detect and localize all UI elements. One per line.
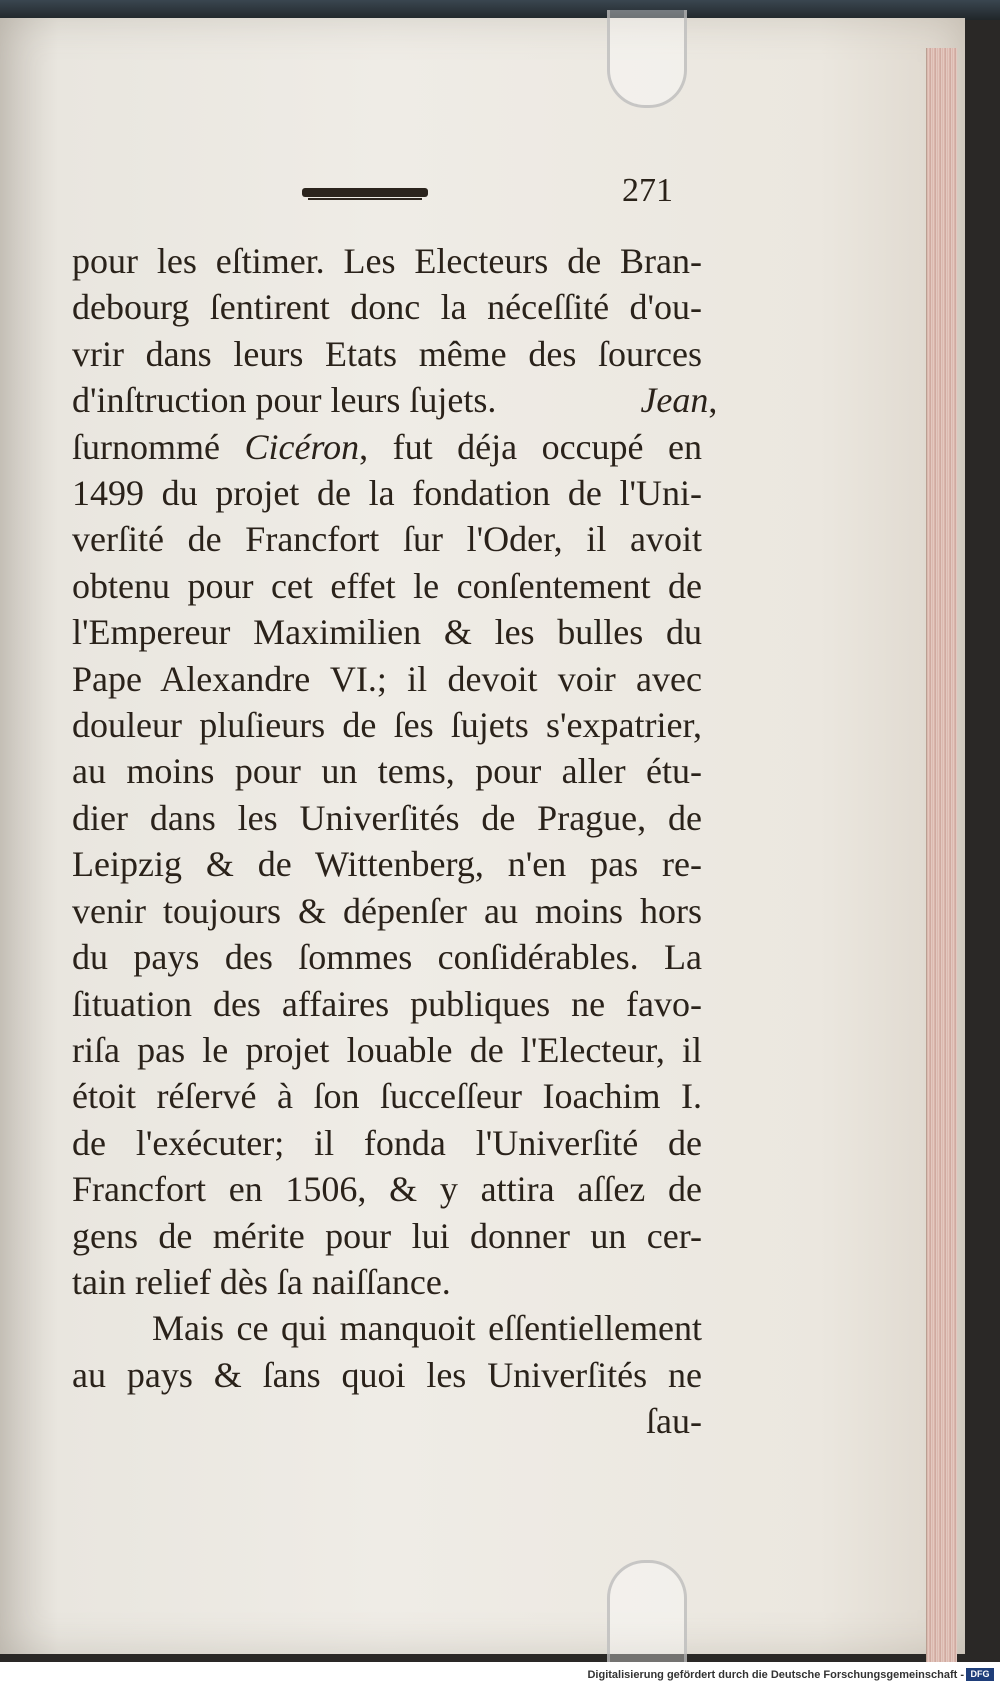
text-line: Pape Alexandre VI.; il devoit voir avec [72, 658, 702, 699]
text-line: dier dans les Univerſités de Prague, de [72, 797, 702, 838]
text-line: Leipzig & de Wittenberg, n'en pas re- [72, 844, 702, 885]
text-segment: , [708, 380, 718, 421]
dfg-logo: DFG [966, 1668, 994, 1681]
text-segment: ſurnommé [72, 426, 220, 467]
text-line [72, 377, 718, 423]
text-line: ſituation des affaires publiques ne favo- [72, 983, 702, 1024]
page-number: 271 [622, 172, 673, 209]
header-rule [302, 188, 428, 197]
text-line: de l'exécuter; il fonda l'Univerſité de [72, 1122, 702, 1163]
text-segment: , fut déja occupé en [359, 426, 702, 467]
text-line: étoit réſervé à ſon ſucceſſeur Ioachim I. [72, 1076, 702, 1117]
text-line: douleur pluſieurs de ſes ſujets s'expatrier, [72, 705, 702, 746]
text-line: venir toujours & dépenſer au moins hors [72, 890, 702, 931]
text-line: gens de mérite pour lui donner un cer- [72, 1215, 702, 1256]
text-line [72, 424, 702, 470]
name-jean: Jean [640, 380, 709, 421]
page-clip-bottom [607, 1560, 687, 1663]
text-line: 1499 du projet de la fondation de l'Uni- [72, 473, 702, 514]
text-line: l'Empereur Maximilien & les bulles du [72, 612, 702, 653]
text-line: Mais ce qui manquoit eſſentiellement [152, 1308, 702, 1349]
text-line: tain relief dès ſa naiſſance. [72, 1261, 451, 1302]
name-ciceron: Cicéron [244, 426, 360, 467]
text-line: riſa pas le projet louable de l'Electeur, il [72, 1029, 702, 1070]
page-fore-edge [926, 48, 957, 1668]
footer-credit: Digitalisierung gefördert durch die Deutsche Forschungsgemeinschaft - [587, 1669, 964, 1681]
page-clip-top [607, 10, 687, 108]
text-line: verſité de Francfort ſur l'Oder, il avoit [72, 519, 702, 560]
text-line: Francfort en 1506, & y attira aſſez de [72, 1169, 702, 1210]
text-line: obtenu pour cet effet le conſentement de [72, 565, 702, 606]
page-body-text [72, 238, 718, 1445]
book-top-edge [0, 0, 1000, 20]
text-line: au moins pour un tems, pour aller étu- [72, 751, 702, 792]
text-line: pour les eſtimer. Les Electeurs de Bran- [72, 241, 702, 281]
catchword: ſau- [646, 1401, 702, 1442]
text-line: du pays des ſommes conſidérables. La [72, 937, 702, 978]
text-line: debourg ſentirent donc la néceſſité d'ou- [72, 287, 702, 328]
text-segment: d'inſtruction pour leurs ſujets. [72, 380, 497, 421]
text-line: au pays & ſans quoi les Univerſités ne [72, 1354, 702, 1395]
digitization-footer [0, 1662, 1000, 1689]
text-line: vrir dans leurs Etats même des ſources [72, 333, 702, 374]
